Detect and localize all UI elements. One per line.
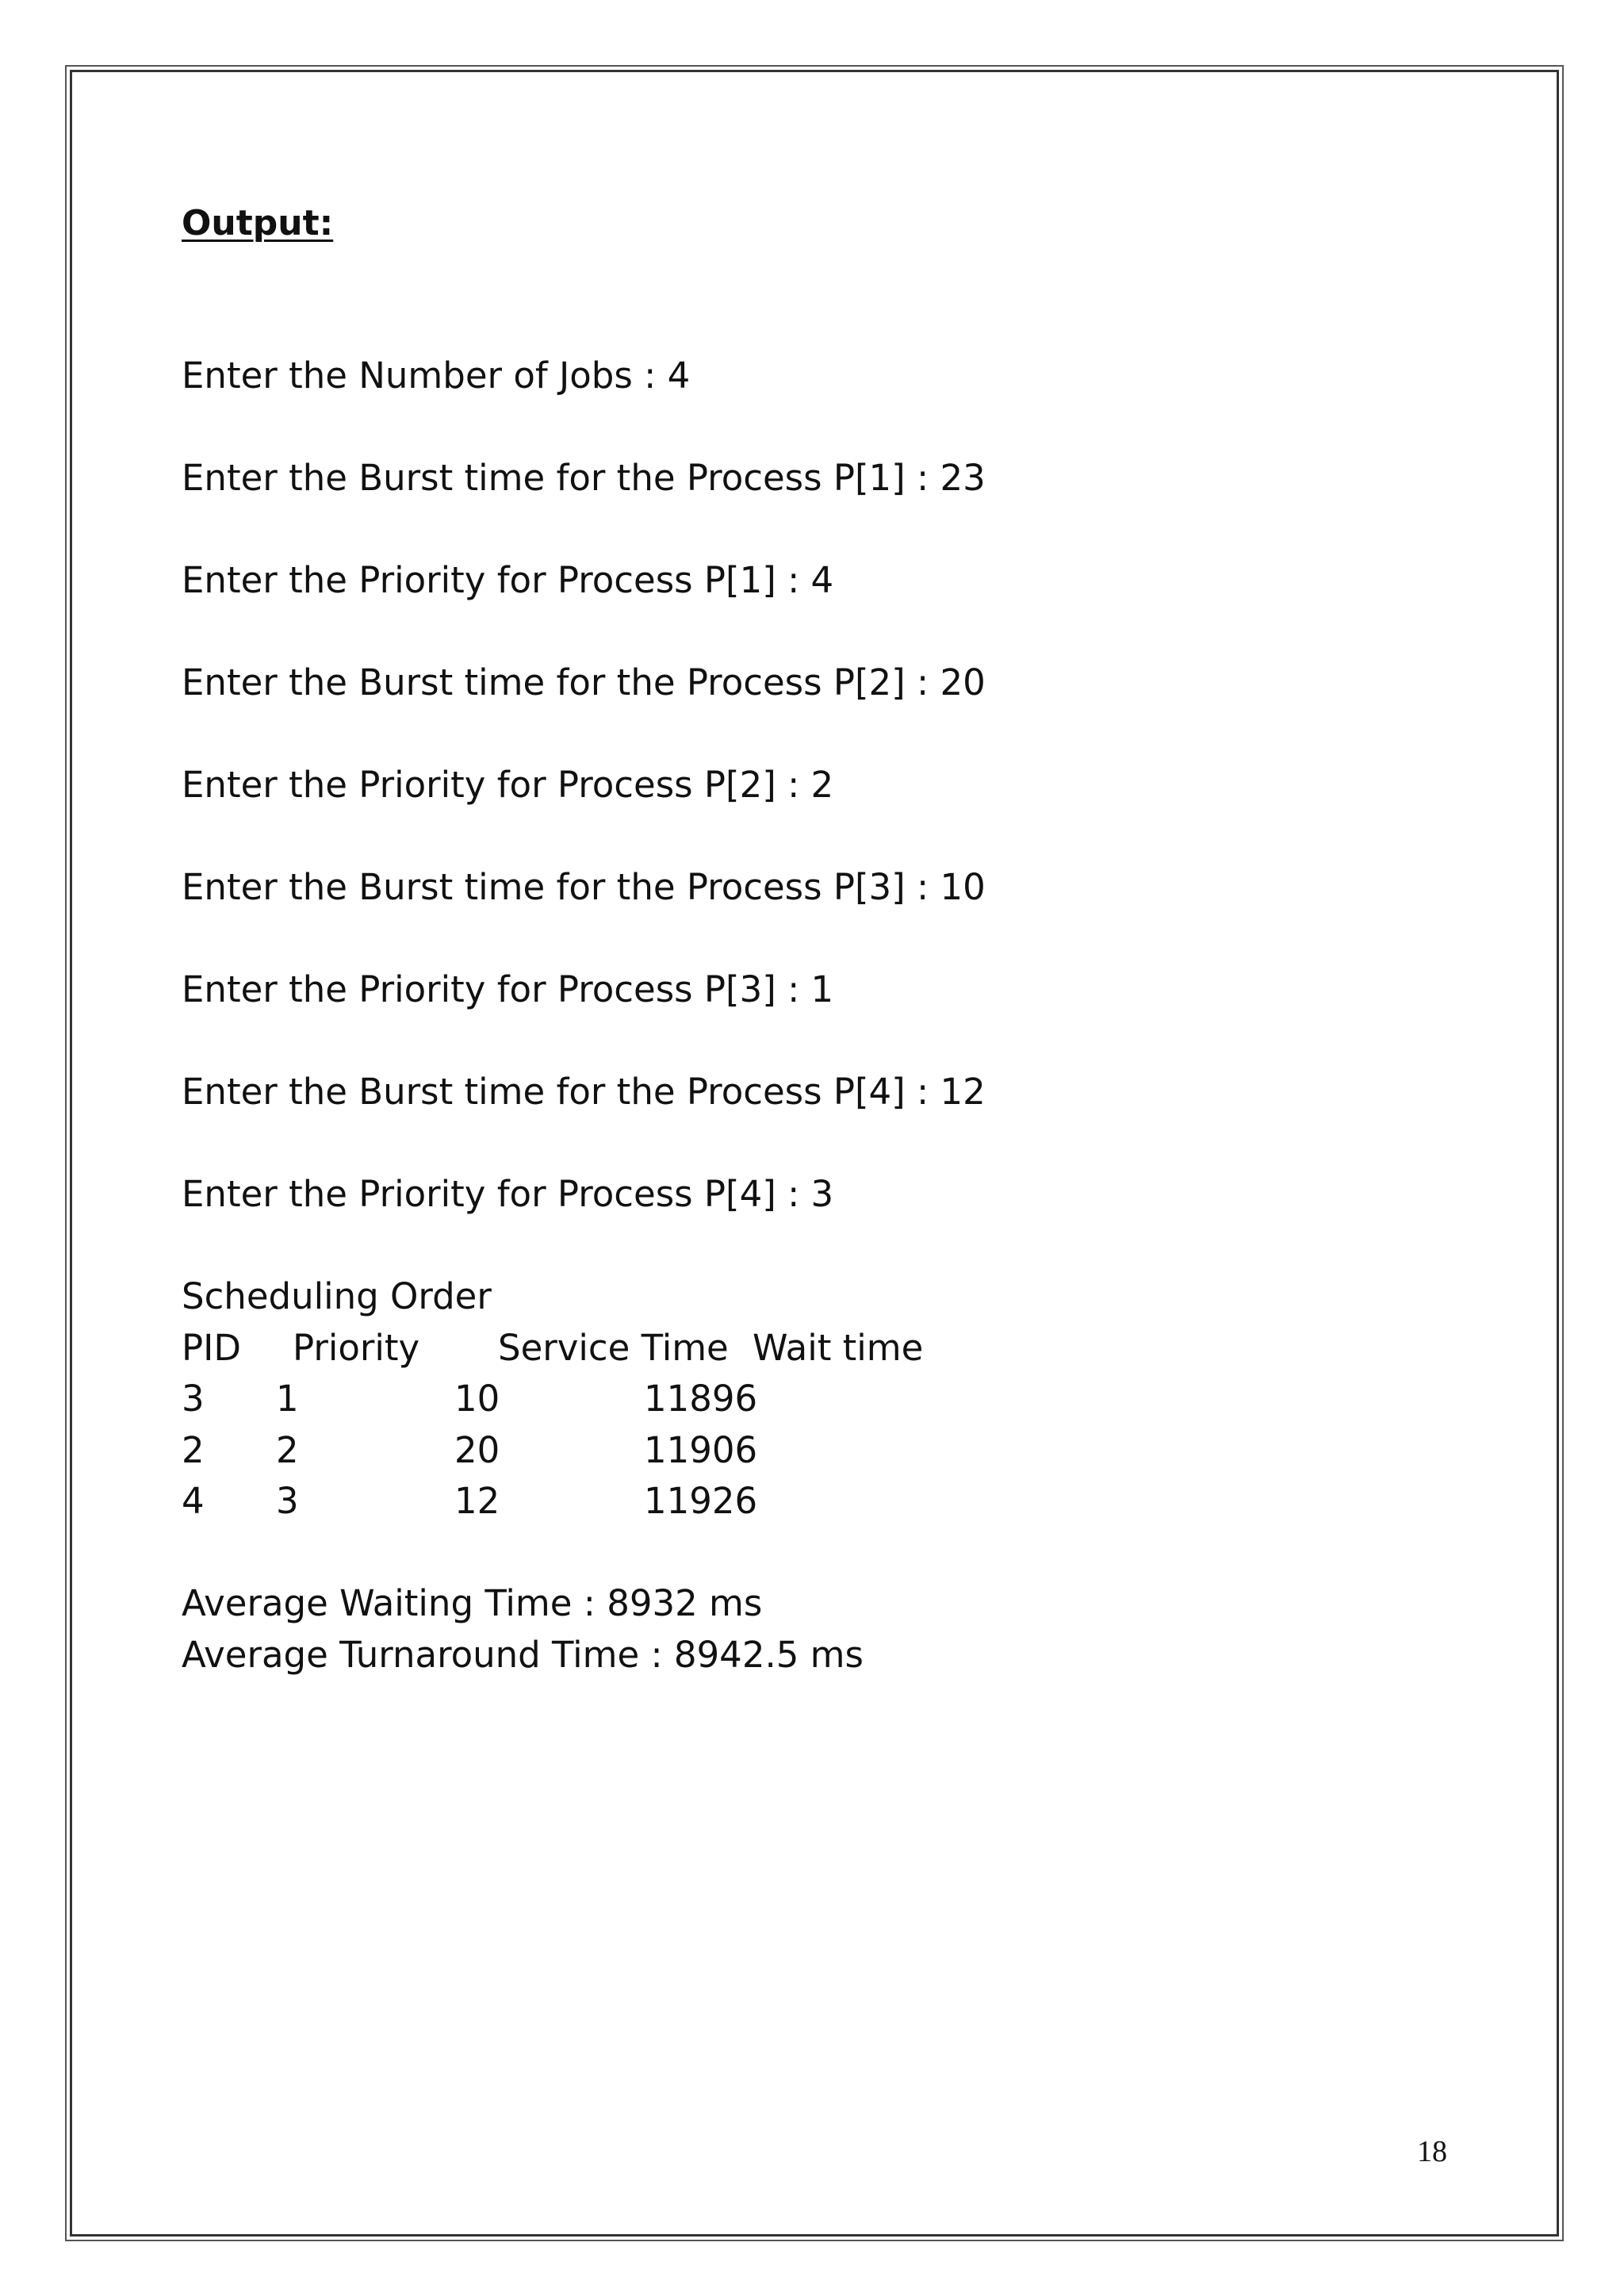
cell-wait-time: 11906 (644, 1429, 758, 1471)
cell-pid: 3 (182, 1378, 205, 1420)
scheduling-order-title: Scheduling Order (182, 1275, 492, 1317)
average-waiting-time: Average Waiting Time : 8932 ms (182, 1582, 763, 1624)
cell-priority: 2 (276, 1429, 299, 1471)
cell-pid: 2 (182, 1429, 205, 1471)
cell-priority: 1 (276, 1378, 299, 1420)
header-pid: PID (182, 1327, 242, 1369)
prompt-priority-p1: Enter the Priority for Process P[1] : 4 (182, 559, 834, 601)
cell-pid: 4 (182, 1480, 205, 1522)
header-service-time: Service Time (498, 1327, 729, 1369)
prompt-burst-p4: Enter the Burst time for the Process P[4] : 12 (182, 1071, 986, 1113)
prompt-priority-p2: Enter the Priority for Process P[2] : 2 (182, 764, 834, 806)
prompt-burst-p2: Enter the Burst time for the Process P[2] : 20 (182, 661, 986, 703)
cell-service-time: 12 (454, 1480, 500, 1522)
header-wait-time: Wait time (753, 1327, 924, 1369)
prompt-burst-p3: Enter the Burst time for the Process P[3] : 10 (182, 866, 986, 908)
page-number: 18 (1417, 2135, 1447, 2168)
cell-wait-time: 11926 (644, 1480, 758, 1522)
prompt-priority-p4: Enter the Priority for Process P[4] : 3 (182, 1173, 834, 1215)
header-priority: Priority (293, 1327, 420, 1369)
cell-service-time: 20 (454, 1429, 500, 1471)
cell-service-time: 10 (454, 1378, 500, 1420)
prompt-number-of-jobs: Enter the Number of Jobs : 4 (182, 355, 691, 397)
cell-wait-time: 11896 (644, 1378, 758, 1420)
average-turnaround-time: Average Turnaround Time : 8942.5 ms (182, 1634, 864, 1676)
cell-priority: 3 (276, 1480, 299, 1522)
output-heading: Output: (182, 203, 334, 243)
prompt-burst-p1: Enter the Burst time for the Process P[1] : 23 (182, 457, 986, 499)
prompt-priority-p3: Enter the Priority for Process P[3] : 1 (182, 968, 834, 1010)
